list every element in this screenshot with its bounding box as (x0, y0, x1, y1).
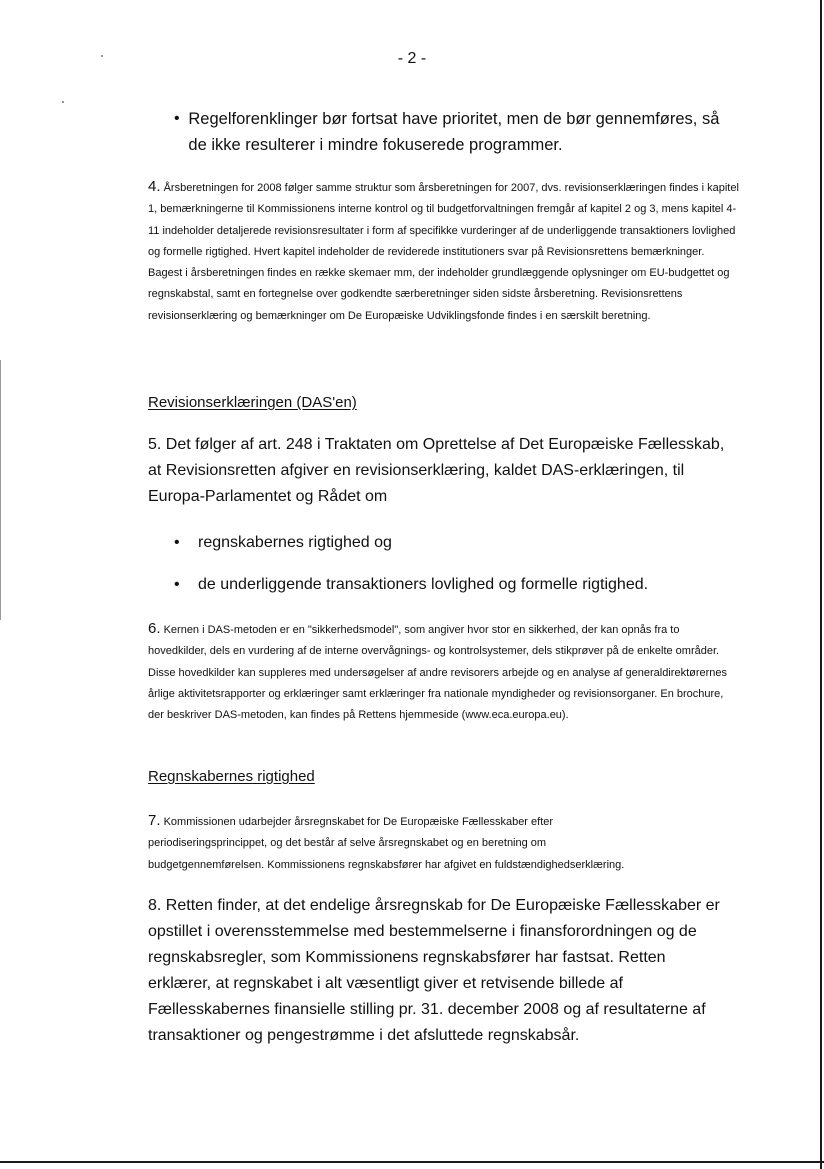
bullet-item (174, 106, 734, 159)
scan-edge-left (0, 360, 1, 620)
bullet-marker: • (174, 534, 180, 551)
paragraph-4 (148, 176, 740, 327)
bullet-item (174, 530, 392, 556)
bullet-text: regnskabernes rigtighed og (198, 534, 392, 551)
bullet-marker: • (174, 576, 180, 593)
scan-edge-right (820, 0, 822, 1169)
paragraph-5 (148, 432, 738, 510)
paragraph-8 (148, 893, 728, 1049)
scan-edge-bottom (0, 1161, 824, 1163)
paragraph-number: 7. (148, 812, 161, 829)
paragraph-number: 5. (148, 436, 162, 453)
paragraph-6 (148, 618, 728, 726)
paragraph-number: 8. (148, 897, 162, 914)
page-number: - 2 - (397, 50, 427, 67)
paragraph-text: Kernen i DAS-metoden er en "sikkerhedsmodel", som angiver hvor stor en sikkerhed, der kan opnås fra to hovedkilder, dels en vurdering af de interne overvågnings- og kontrolsystemer, dels stikprøver på de enkelte områder. Disse hovedkilder kan suppleres med undersøgelser af andre revisorers arbejde og en analyse af generaldirektørernes årlige aktivitetsrapporter og erklæringer samt erklæringer fra nationale myndigheder og revisionsorganer. En brochure, der beskriver DAS-metoden, kan findes på Rettens hjemmeside (www.eca.europa.eu). (148, 624, 728, 722)
section-heading: Regnskabernes rigtighed (148, 768, 315, 785)
paragraph-number: 6. (148, 620, 161, 637)
section-heading: Revisionserklæringen (DAS'en) (148, 394, 357, 411)
bullet-item (174, 572, 648, 598)
paragraph-text: Kommissionen udarbejder årsregnskabet for De Europæiske Fællesskaber efter periodiseringsprincippet, og det består af selve årsregnskabet og en beretning om budgetgennemførelsen. Kommissionens regnskabsfører har afgivet en fuldstændighedserklæring. (148, 816, 625, 871)
paragraph-text: Retten finder, at det endelige årsregnskab for De Europæiske Fællesskaber er opstillet i overensstemmelse med bestemmelserne i finansforordningen og de regnskabsregler, som Kommissionens regnskabsfører har fastsat. Retten erklærer, at regnskabet i alt væsentligt giver et retvisende billede af Fællesskabernes finansielle stilling pr. 31. december 2008 og af resultaterne af transaktioner og pengestrømme i det afsluttede regnskabsår. (148, 897, 720, 1044)
paragraph-text: Det følger af art. 248 i Traktaten om Oprettelse af Det Europæiske Fællesskab, at Revisionsretten afgiver en revisionserklæring, kaldet DAS-erklæringen, til Europa-Parlamentet og Rådet om (148, 436, 725, 505)
paragraph-7 (148, 810, 628, 876)
paragraph-number: 4. (148, 178, 161, 195)
bullet-marker: • (174, 110, 180, 127)
bullet-text: Regelforenklinger bør fortsat have prioritet, men de bør gennemføres, så de ikke resulterer i mindre fokuserede programmer. (188, 110, 720, 155)
bullet-text: de underliggende transaktioners lovlighed og formelle rigtighed. (198, 576, 649, 593)
paragraph-text: Årsberetningen for 2008 følger samme struktur som årsberetningen for 2007, dvs. revisionserklæringen findes i kapitel 1, bemærkningerne til Kommissionens interne kontrol og til budgetforvaltningen fremgår af kapitel 2 og 3, mens kapitel 4-11 indeholder detaljerede revisionsresultater i form af specifikke vurderinger af de underliggende transaktioners lovlighed og formelle rigtighed. Hvert kapitel indeholder de reviderede institutioners svar på Revisionsrettens bemærkninger. Bagest i årsberetningen findes en række skemaer mm, der indeholder grundlæggende oplysninger om EU-budgettet og regnskabstal, samt en fortegnelse over godkendte særberetninger siden sidste årsberetning. Revisionsrettens revisionserklæring og bemærkninger om De Europæiske Udviklingsfonde findes i en særskilt beretning. (148, 182, 739, 322)
scan-speck (62, 101, 64, 103)
